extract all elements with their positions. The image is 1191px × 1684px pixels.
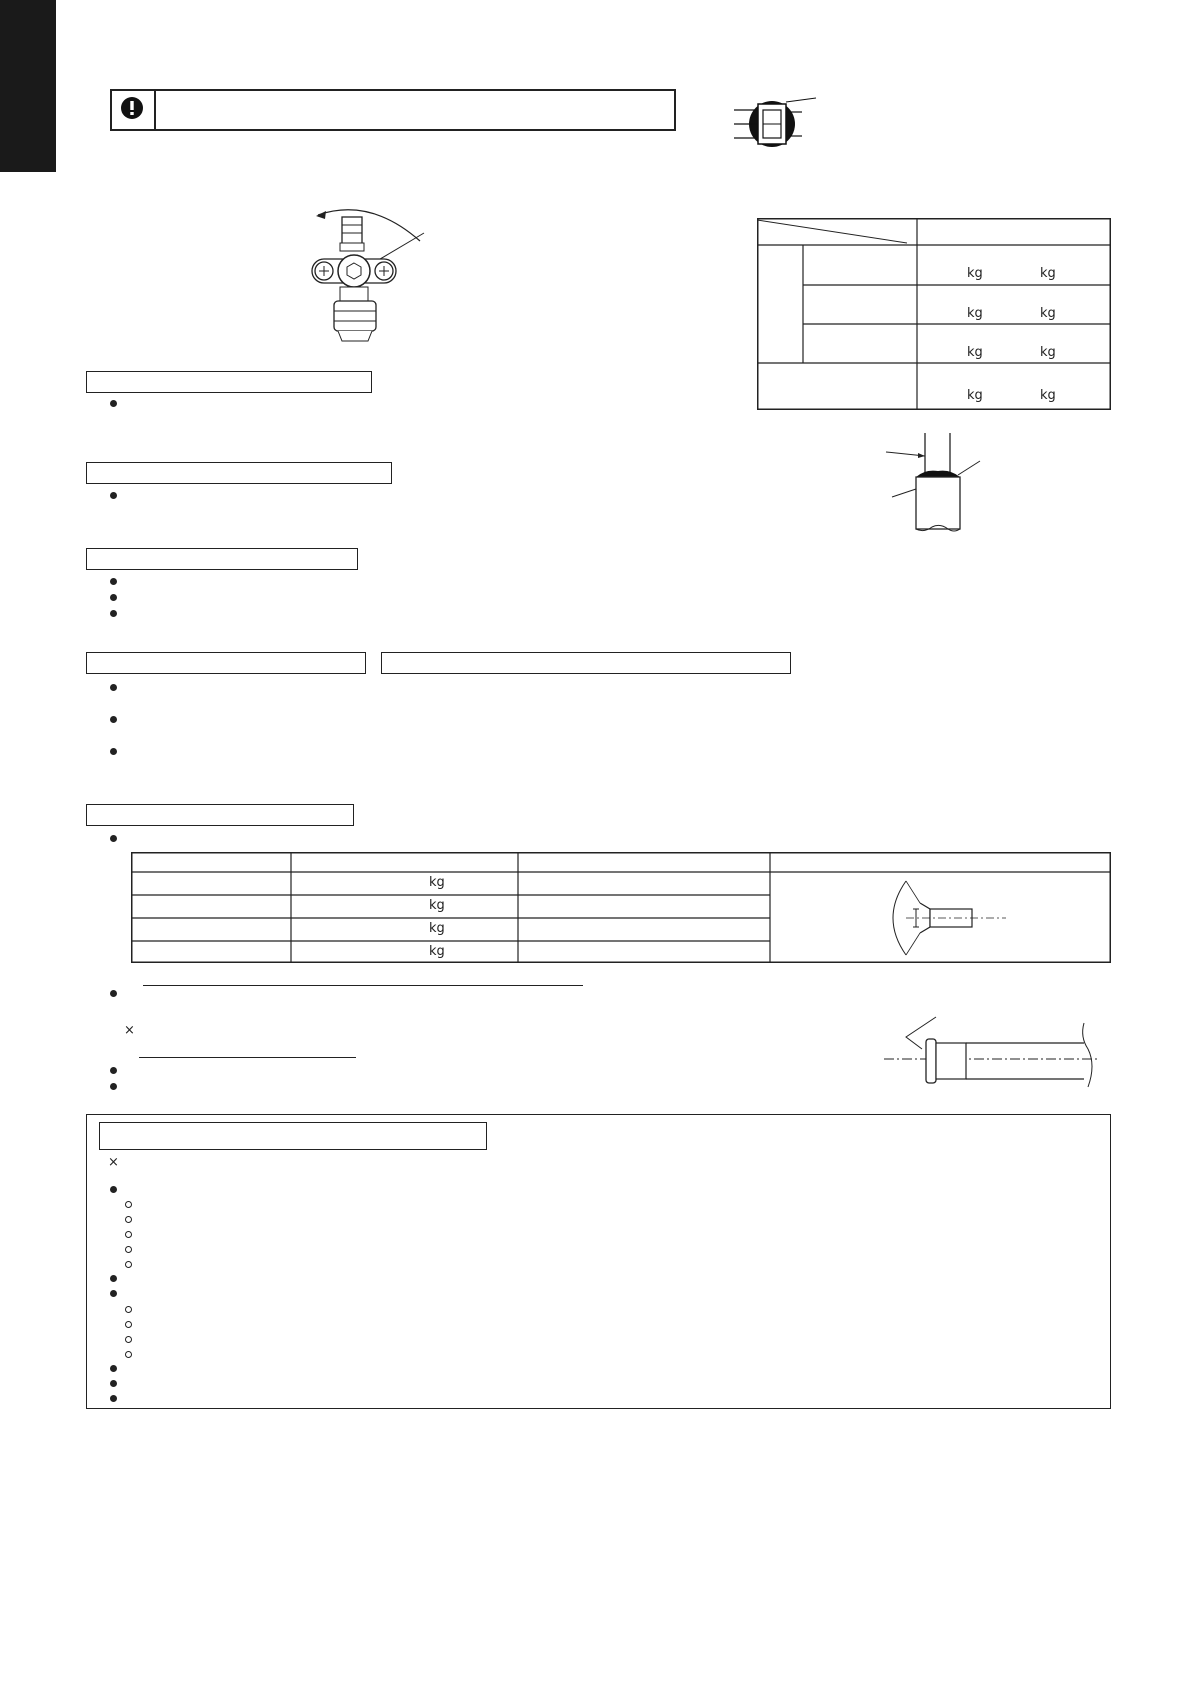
kg-unit: kg [1040, 306, 1056, 321]
kg-unit: kg [1040, 345, 1056, 360]
kg-unit: kg [429, 944, 445, 959]
sub-bullet [125, 1321, 132, 1328]
sub-bullet [125, 1336, 132, 1343]
section-heading-box [381, 652, 791, 674]
sub-bullet [125, 1351, 132, 1358]
times-mark: × [124, 1023, 135, 1038]
side-tab [0, 0, 56, 172]
section-heading-box [86, 804, 354, 826]
kg-unit: kg [967, 266, 983, 281]
torque-table [131, 852, 1111, 963]
sub-bullet [125, 1246, 132, 1253]
bullet [110, 835, 117, 842]
section-heading-box [86, 548, 358, 570]
kg-unit: kg [429, 898, 445, 913]
flare-nut-illustration [730, 92, 820, 154]
bullet [110, 578, 117, 585]
bullet [110, 1365, 117, 1372]
exclamation-icon [112, 91, 152, 125]
bullet [110, 1275, 117, 1282]
sub-bullet [125, 1261, 132, 1268]
kg-unit: kg [967, 345, 983, 360]
bullet [110, 716, 117, 723]
warning-icon-cell [112, 91, 156, 129]
bullet [110, 400, 117, 407]
bullet [110, 990, 117, 997]
warning-box [110, 89, 676, 131]
kg-unit: kg [967, 306, 983, 321]
refrigerant-table-grid [757, 218, 1111, 410]
bullet [110, 1380, 117, 1387]
kg-unit: kg [429, 921, 445, 936]
sub-bullet [125, 1216, 132, 1223]
bullet [110, 684, 117, 691]
sub-bullet [125, 1201, 132, 1208]
kg-unit: kg [1040, 266, 1056, 281]
kg-unit: kg [967, 388, 983, 403]
section-heading-box [86, 371, 372, 393]
flare-diagram [886, 877, 1016, 959]
bullet [110, 492, 117, 499]
service-valve-illustration [300, 203, 440, 348]
times-mark: × [108, 1155, 119, 1170]
bullet [110, 1395, 117, 1402]
bullet [110, 610, 117, 617]
underline [143, 985, 583, 986]
bullet [110, 594, 117, 601]
underline [139, 1057, 356, 1058]
kg-unit: kg [429, 875, 445, 890]
bullet [110, 1186, 117, 1193]
brazed-pipe-illustration [880, 425, 990, 540]
sub-bullet [125, 1306, 132, 1313]
bullet [110, 1290, 117, 1297]
notice-heading-box [99, 1122, 487, 1150]
section-heading-box [86, 462, 392, 484]
bullet [110, 1067, 117, 1074]
sub-bullet [125, 1231, 132, 1238]
notice-box [86, 1114, 1111, 1409]
bullet [110, 1083, 117, 1090]
bullet [110, 748, 117, 755]
flared-pipe-illustration [884, 1013, 1104, 1091]
section-heading-box [86, 652, 366, 674]
refrigerant-table [757, 218, 1111, 410]
kg-unit: kg [1040, 388, 1056, 403]
